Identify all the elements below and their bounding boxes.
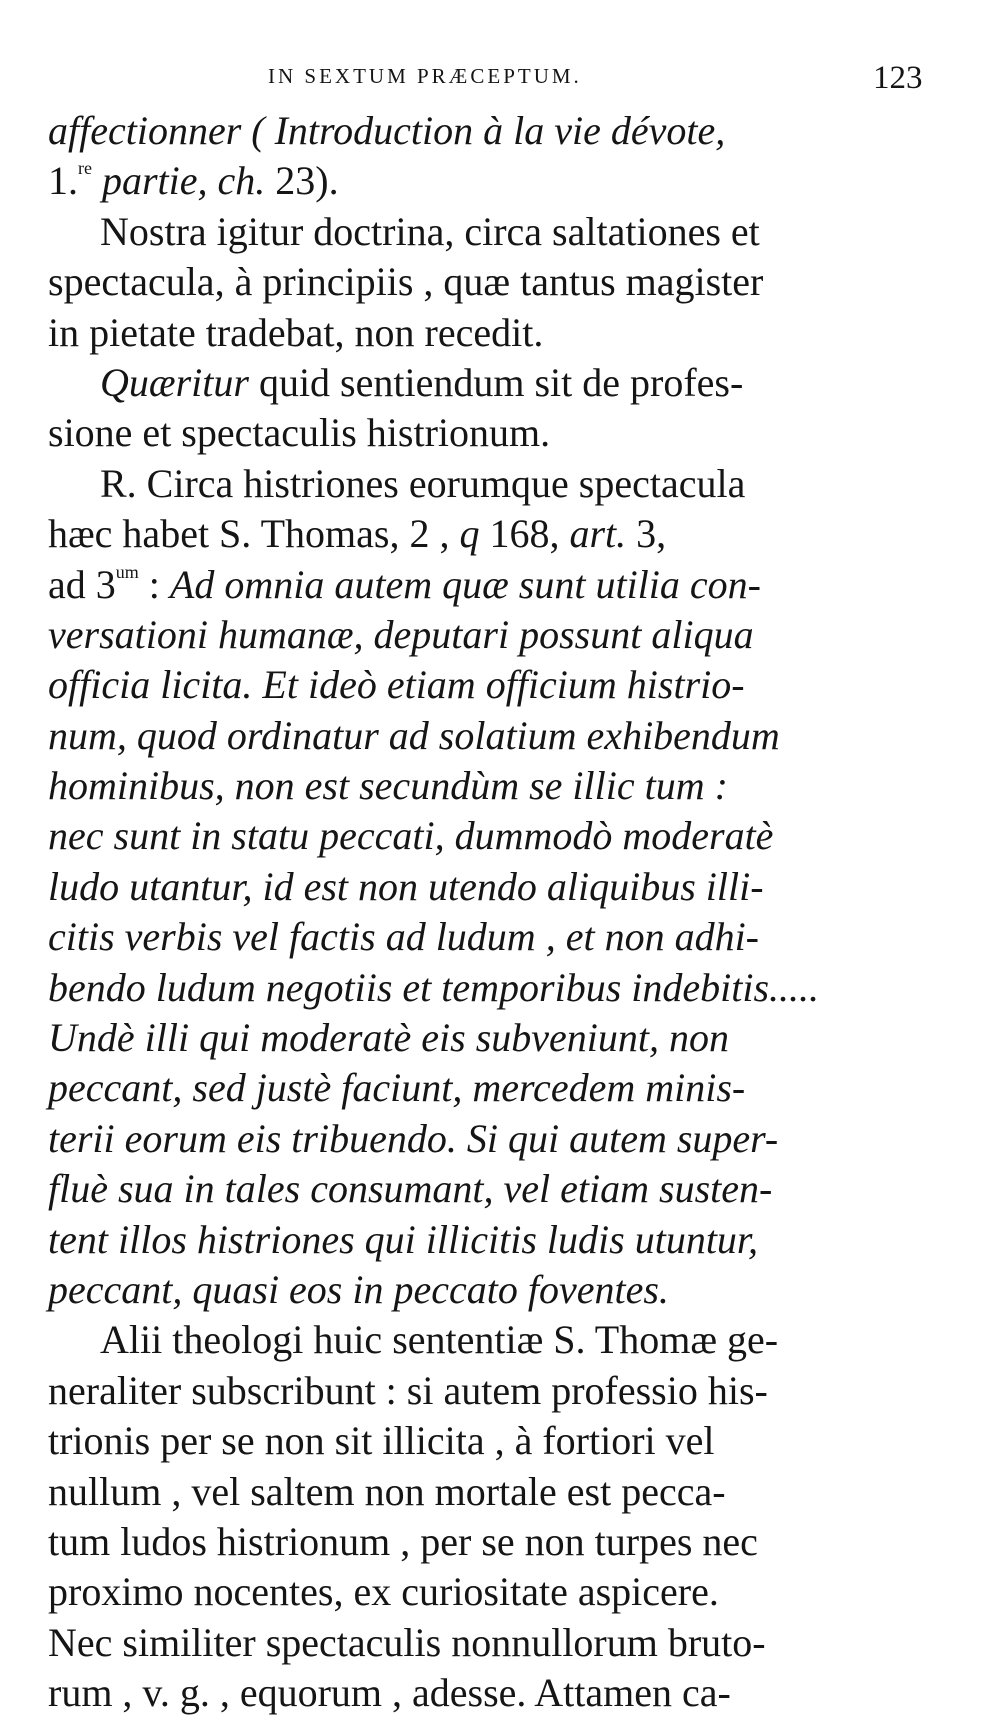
quote-line: officia licita. Et ideò etiam officium histrio- — [48, 662, 745, 708]
text-line: proximo nocentes, ex curiositate aspicere. — [48, 1569, 719, 1615]
running-head: IN SEXTUM PRÆCEPTUM. — [268, 64, 582, 88]
text-line: Nec similiter spectaculis nonnullorum bruto- — [48, 1619, 766, 1665]
text-line: sione et spectaculis histrionum. — [48, 410, 551, 456]
quote-line: peccant, sed justè faciunt, mercedem minis- — [48, 1065, 746, 1111]
quote-line: hominibus, non est secundùm se illic tum : — [48, 763, 728, 809]
quote-line: num, quod ordinatur ad solatium exhibendum — [48, 712, 780, 758]
quote-line: fluè sua in tales consumant, vel etiam susten- — [48, 1166, 773, 1212]
quote-line: ludo utantur, id est non utendo aliquibus illi- — [48, 863, 764, 909]
quote-line: bendo ludum negotiis et temporibus indebitis..... — [48, 964, 820, 1010]
quote-line: tent illos histriones qui illicitis ludis utuntur, — [48, 1216, 759, 1262]
text-line: affectionner ( Introduction à la vie dévote, — [48, 108, 726, 153]
text-line: nullum , vel saltem non mortale est pecca- — [48, 1468, 726, 1514]
quote-line: citis verbis vel factis ad ludum , et non adhi- — [48, 914, 759, 960]
quote-line: peccant, quasi eos in peccato foventes. — [48, 1266, 669, 1312]
text-line: in pietate tradebat, non recedit. — [48, 309, 544, 355]
paragraph-start-line: R. Circa histriones eorumque spectacula — [100, 460, 746, 506]
page-number: 123 — [873, 60, 923, 96]
text-line: hæc habet S. Thomas, 2 , q 168, art. 3, — [48, 511, 667, 557]
text-line: rum , v. g. , equorum , adesse. Attamen ca- — [48, 1670, 731, 1716]
quote-line: Undè illi qui moderatè eis subveniunt, non — [48, 1015, 730, 1061]
paragraph-start-line: Alii theologi huic sententiæ S. Thomæ ge- — [100, 1317, 779, 1363]
quote-line: versationi humanæ, deputari possunt aliqua — [48, 611, 754, 657]
text-line: trionis per se non sit illicita , à fortiori vel — [48, 1418, 715, 1464]
paragraph-start-line: Nostra igitur doctrina, circa saltationes et — [100, 208, 760, 254]
paragraph-start-line: Quæritur quid sentiendum sit de profes- — [100, 359, 744, 405]
text-line: ad $3^{um}$ : Ad omnia autem quæ sunt utilia con- — [48, 561, 761, 607]
text-line: neraliter subscribunt : si autem professio his- — [48, 1367, 768, 1413]
text-line: tum ludos histrionum , per se non turpes nec — [48, 1518, 758, 1564]
quote-line: nec sunt in statu peccati, dummodò moderatè — [48, 813, 774, 859]
body-text — [48, 106, 898, 1719]
quote-line: terii eorum eis tribuendo. Si qui autem super- — [48, 1115, 779, 1161]
text-line: 1.$^{re}$ partie, ch. 23). — [48, 158, 339, 204]
text-line: spectacula, à principiis , quæ tantus magister — [48, 259, 764, 305]
